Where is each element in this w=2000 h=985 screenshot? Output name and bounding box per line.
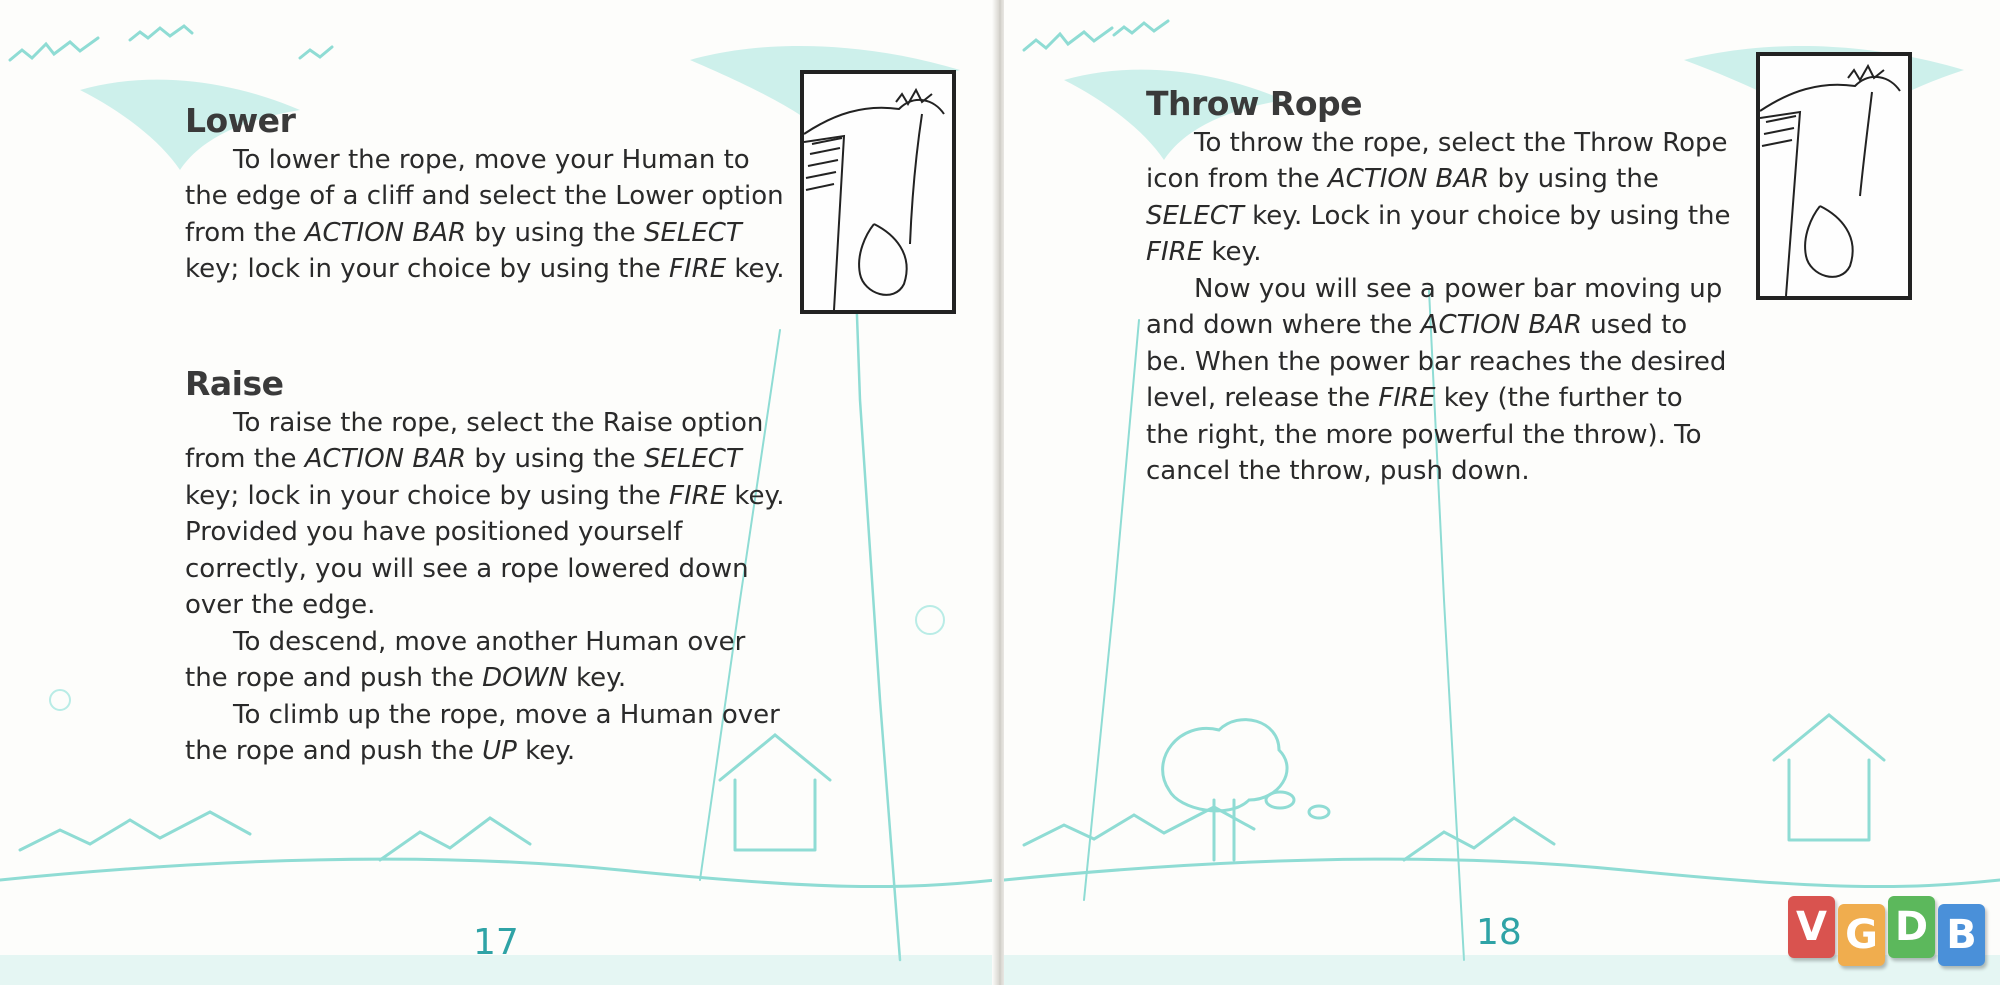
paragraph-lower (185, 142, 785, 288)
text-run: key. (1203, 237, 1262, 267)
term-action-bar: ACTION BAR (1420, 310, 1583, 340)
text-run: To descend, move another Human over the rope and push the (185, 626, 746, 693)
term-down: DOWN (482, 663, 568, 693)
text-run: To climb up the rope, move a Human over the rope and push the (185, 699, 780, 766)
text-run: by using the (466, 217, 644, 248)
text-run: key. (567, 663, 627, 693)
left-page (0, 0, 996, 985)
rope-throw-icon (1760, 56, 1908, 296)
page-number-left: 17 (473, 922, 519, 963)
text-run: used to be. When the power bar reaches the desired level, release the (1146, 310, 1727, 413)
term-fire: FIRE (669, 480, 727, 511)
term-up: UP (482, 736, 517, 766)
term-fire: FIRE (669, 254, 727, 284)
vgdb-watermark-logo (1788, 896, 1992, 968)
text-run: To throw the rope, select the Throw Rope icon from the (1146, 127, 1728, 194)
term-fire: FIRE (1378, 383, 1436, 413)
logo-letter-v: V (1788, 896, 1835, 958)
text-run: key. (726, 254, 785, 284)
term-action-bar: ACTION BAR (304, 217, 467, 248)
paragraph-descend (185, 624, 785, 697)
term-select: SELECT (643, 217, 742, 248)
text-run: key; lock in your choice by using the (185, 480, 670, 511)
text-run: To lower the rope, move your Human to the edge of a cliff and select the Lower option from the (185, 144, 784, 248)
logo-letter-g: G (1838, 904, 1885, 966)
term-action-bar: ACTION BAR (304, 444, 467, 474)
text-run: by using the (1489, 164, 1659, 194)
section-throw-rope (1146, 86, 1731, 490)
text-run: key. Provided you have positioned yourself correctly, you will see a rope lowered down over the edge. (185, 480, 785, 620)
text-run: To raise the rope, select the Raise option from the (185, 407, 764, 474)
logo-letter-b: B (1938, 904, 1985, 966)
paragraph-raise (185, 405, 785, 624)
text-run: key. (516, 736, 576, 766)
paragraph-throw (1146, 125, 1731, 271)
section-heading-lower: Lower (185, 101, 296, 140)
text-run: key (the further to the right, the more powerful the throw). To cancel the throw, push down. (1146, 383, 1702, 486)
term-select: SELECT (643, 444, 742, 474)
right-page (1004, 0, 2000, 985)
term-select: SELECT (1146, 200, 1244, 231)
rope-lower-illustration (800, 70, 956, 314)
text-run: Now you will see a power bar moving up and down where the (1146, 273, 1723, 340)
section-lower (185, 103, 785, 288)
section-heading-throw-rope: Throw Rope (1146, 84, 1363, 123)
paragraph-climb (185, 697, 785, 770)
rope-throw-illustration (1756, 52, 1912, 300)
paragraph-power-bar (1146, 271, 1731, 490)
section-heading-raise: Raise (185, 364, 284, 403)
logo-letter-d: D (1888, 896, 1935, 958)
text-run: key. Lock in your choice by using the (1243, 200, 1731, 231)
page-number-right: 18 (1476, 912, 1522, 953)
term-action-bar: ACTION BAR (1327, 164, 1490, 194)
text-run: key; lock in your choice by using the (185, 254, 670, 284)
section-raise (185, 366, 785, 770)
rope-lower-icon (804, 74, 952, 310)
term-fire: FIRE (1146, 237, 1204, 267)
text-run: by using the (466, 444, 644, 474)
